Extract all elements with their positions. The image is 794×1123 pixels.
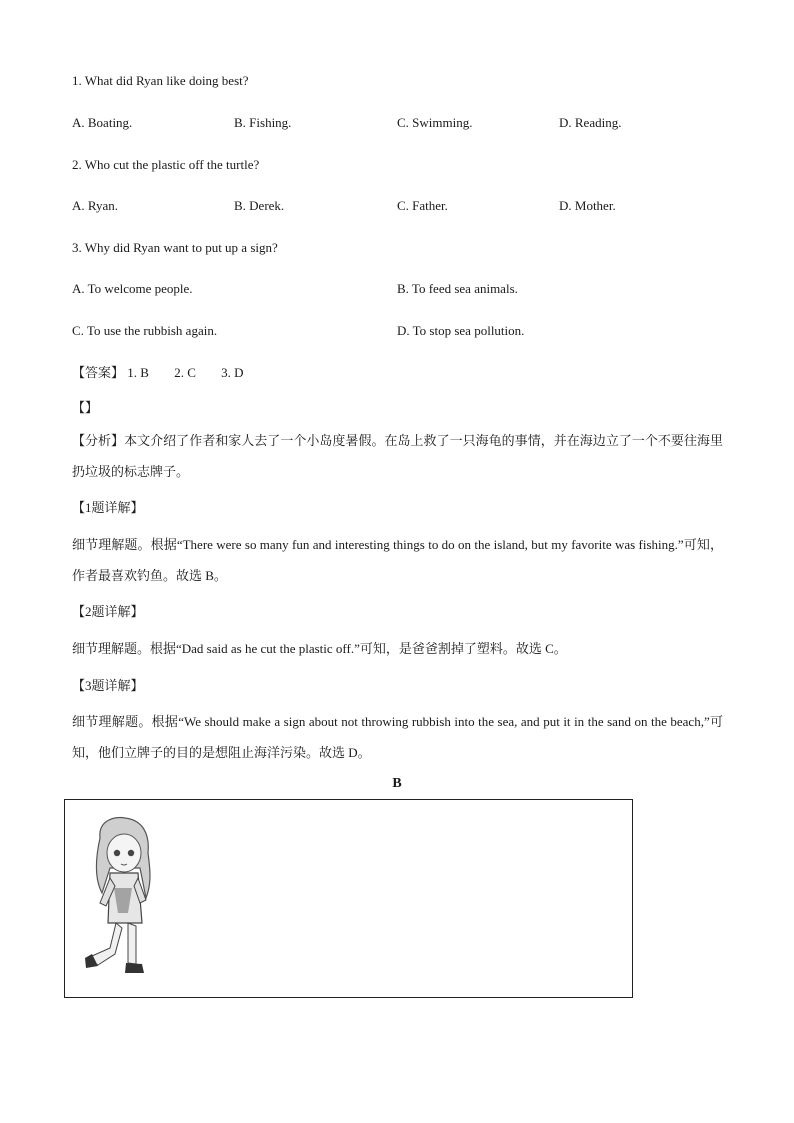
question-3-option-b: B. To feed sea animals. xyxy=(397,281,518,296)
answer-item: 3. D xyxy=(221,365,244,380)
analysis-paragraph xyxy=(72,425,723,487)
question-2-option-c: C. Father. xyxy=(397,198,448,213)
question-1-stem: 1. What did Ryan like doing best? xyxy=(72,73,249,88)
answer-item: 2. C xyxy=(174,365,196,380)
question-3-stem: 3. Why did Ryan want to put up a sign? xyxy=(72,240,278,255)
empty-bracket: 【】 xyxy=(72,400,99,415)
question-3-option-d: D. To stop sea pollution. xyxy=(397,323,525,338)
answer-label: 【答案】 xyxy=(72,365,125,380)
question-1-option-d: D. Reading. xyxy=(559,115,622,130)
detail-1-text: 细节理解题。根据“There were so many fun and interesting things to do on the island, but my favorite was fishing.”可知，作者最喜欢钓鱼。故选 B。 xyxy=(72,537,723,583)
answer-item: 1. B xyxy=(127,365,149,380)
question-2-option-a: A. Ryan. xyxy=(72,198,119,213)
section-label: B xyxy=(392,776,402,791)
answer-line xyxy=(72,364,266,382)
detail-2-text: 细节理解题。根据“Dad said as he cut the plastic off.”可知，是爸爸割掉了塑料。故选 C。 xyxy=(72,641,567,656)
detail-1-heading: 【1题详解】 xyxy=(72,500,144,515)
question-2-option-b: B. Derek. xyxy=(234,198,285,213)
analysis-label: 【分析】 xyxy=(72,433,125,448)
illustration-frame xyxy=(64,799,633,998)
question-1-option-a: A. Boating. xyxy=(72,115,133,130)
question-2-option-d: D. Mother. xyxy=(559,198,616,213)
detail-3-text: 细节理解题。根据“We should make a sign about not throwing rubbish into the sea, and put it in the sand on the beach,”可知，他们立牌子的目的是想阻止海洋污染。故选 D。 xyxy=(72,714,723,760)
question-2-stem: 2. Who cut the plastic off the turtle? xyxy=(72,157,260,172)
detail-3-heading: 【3题详解】 xyxy=(72,678,144,693)
question-1-option-b: B. Fishing. xyxy=(234,115,292,130)
detail-2-heading: 【2题详解】 xyxy=(72,604,144,619)
girl-illustration-icon xyxy=(70,798,170,983)
question-3-option-a: A. To welcome people. xyxy=(72,281,193,296)
question-3-option-c: C. To use the rubbish again. xyxy=(72,323,218,338)
analysis-text: 本文介绍了作者和家人去了一个小岛度暑假。在岛上救了一只海龟的事情，并在海边立了一个不要往海里扔垃圾的标志牌子。 xyxy=(72,433,723,479)
question-1-option-c: C. Swimming. xyxy=(397,115,473,130)
